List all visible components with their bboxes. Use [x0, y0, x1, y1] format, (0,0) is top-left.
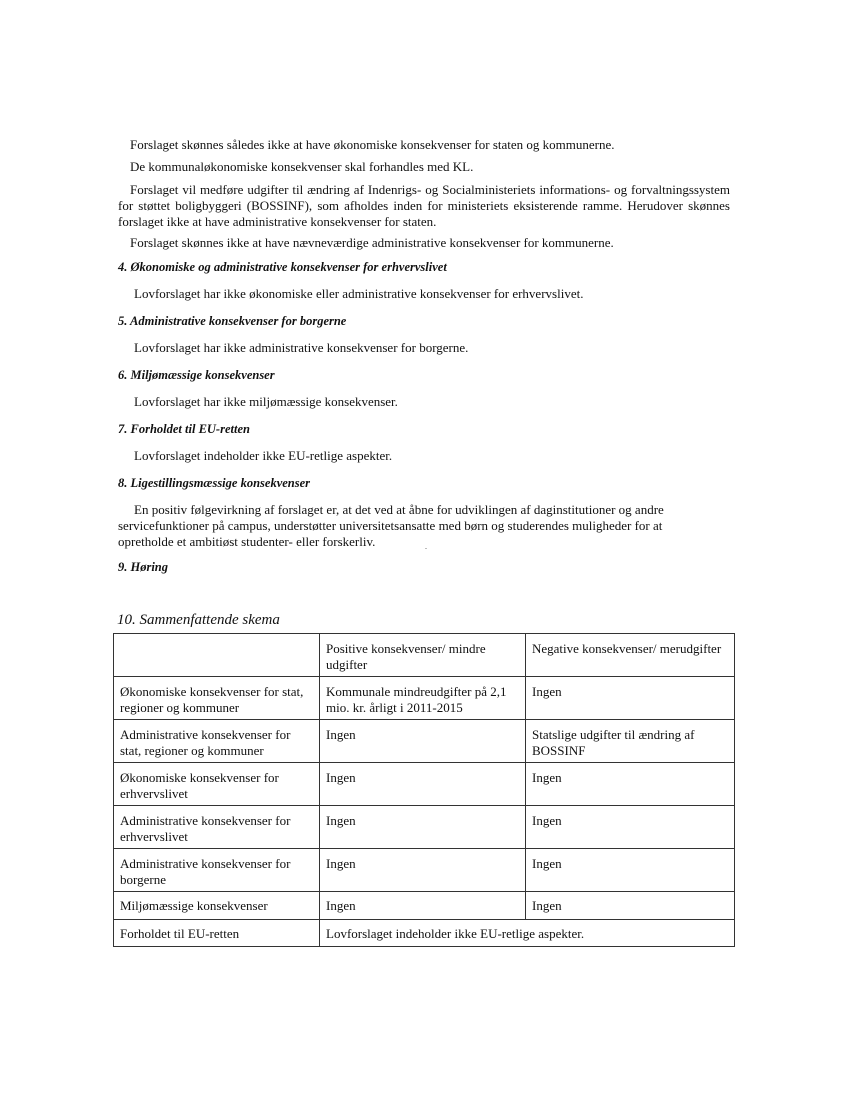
table-row — [114, 763, 735, 806]
table-cell: Administrative konsekvenser for stat, regioner og kommuner — [114, 720, 320, 763]
table-cell: Ingen — [526, 892, 735, 920]
table-cell: Administrative konsekvenser for borgerne — [114, 849, 320, 892]
summary-table — [113, 633, 735, 947]
table-cell: Ingen — [320, 763, 526, 806]
table-cell: Statslige udgifter til ændring af BOSSINF — [526, 720, 735, 763]
table-cell: Ingen — [526, 763, 735, 806]
table-cell: Ingen — [320, 720, 526, 763]
table-row — [114, 677, 735, 720]
table-row — [114, 849, 735, 892]
table-cell: Ingen — [320, 892, 526, 920]
section-text-7: Lovforslaget indeholder ikke EU-retlige aspekter. — [134, 448, 393, 463]
table-cell: Økonomiske konsekvenser for stat, regioner og kommuner — [114, 677, 320, 720]
table-cell: Kommunale mindreudgifter på 2,1 mio. kr. årligt i 2011-2015 — [320, 677, 526, 720]
section-heading-4: 4. Økonomiske og administrative konsekvenser for erhvervslivet — [118, 260, 447, 274]
table-cell: Forholdet til EU-retten — [114, 919, 320, 947]
stray-mark — [425, 548, 427, 549]
table-header-cell: Negative konsekvenser/ merudgifter — [526, 634, 735, 677]
paragraph-kl-negotiation: De kommunaløkonomiske konsekvenser skal forhandles med KL. — [130, 159, 474, 174]
table-cell: Miljømæssige konsekvenser — [114, 892, 320, 920]
schema-title: 10. Sammenfattende skema — [117, 612, 280, 628]
paragraph-admin-municipalities: Forslaget skønnes ikke at have nævneværdige administrative konsekvenser for kommunerne. — [130, 235, 614, 250]
section-heading-6: 6. Miljømæssige konsekvenser — [118, 368, 275, 382]
table-cell: Ingen — [320, 806, 526, 849]
table-header-cell: Positive konsekvenser/ mindre udgifter — [320, 634, 526, 677]
section-text-8: En positiv følgevirkning af forslaget er, at det ved at åbne for udviklingen af daginstitutioner og andre servicefunktioner på campus, understøtter universitetsansatte med børn og studerendes muligheder for at opretholde et ambitiøst studenter- eller forskerliv. — [118, 502, 664, 549]
section-text-4: Lovforslaget har ikke økonomiske eller administrative konsekvenser for erhvervslivet. — [134, 286, 584, 301]
table-cell: Administrative konsekvenser for erhvervslivet — [114, 806, 320, 849]
section-heading-5: 5. Administrative konsekvenser for borgerne — [118, 314, 347, 328]
paragraph-economic-state: Forslaget skønnes således ikke at have økonomiske konsekvenser for staten og kommunerne. — [130, 137, 615, 152]
table-row — [114, 892, 735, 920]
section-text-5: Lovforslaget har ikke administrative konsekvenser for borgerne. — [134, 340, 469, 355]
section-heading-9: 9. Høring — [118, 560, 169, 574]
table-row — [114, 919, 735, 947]
table-header-cell — [114, 634, 320, 677]
table-cell: Ingen — [526, 849, 735, 892]
table-cell: Økonomiske konsekvenser for erhvervslivet — [114, 763, 320, 806]
table-header-row — [114, 634, 735, 677]
table-row — [114, 806, 735, 849]
table-row — [114, 720, 735, 763]
table-cell-merged: Lovforslaget indeholder ikke EU-retlige aspekter. — [320, 919, 735, 947]
table-cell: Ingen — [526, 806, 735, 849]
section-heading-7: 7. Forholdet til EU-retten — [118, 422, 250, 436]
section-text-6: Lovforslaget har ikke miljømæssige konsekvenser. — [134, 394, 398, 409]
table-cell: Ingen — [320, 849, 526, 892]
table-cell: Ingen — [526, 677, 735, 720]
paragraph-bossinf: Forslaget vil medføre udgifter til ændring af Indenrigs- og Socialministeriets informations- og forvaltningssystem for støttet boligbyggeri (BOSSINF), som afholdes inden for ministeriets eksisterende ramme. Herudover skønnes forslaget ikke at have administrative konsekvenser for staten. — [118, 182, 730, 229]
section-heading-8: 8. Ligestillingsmæssige konsekvenser — [118, 476, 311, 490]
